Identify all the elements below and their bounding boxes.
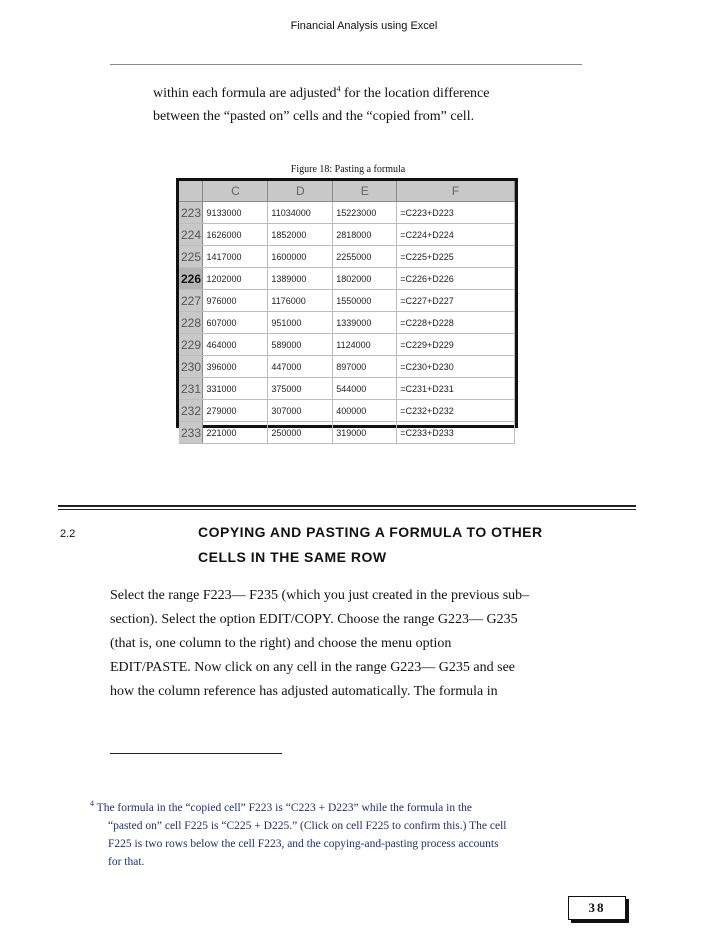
cell-f[interactable]: =C228+D228 bbox=[397, 312, 515, 334]
section-rule-top bbox=[58, 505, 636, 507]
spreadsheet-grid bbox=[179, 181, 515, 444]
row-header[interactable]: 230 bbox=[179, 356, 203, 378]
cell-e[interactable]: 897000 bbox=[333, 356, 397, 378]
cell-f[interactable]: =C232+D232 bbox=[397, 400, 515, 422]
column-header-e[interactable]: E bbox=[333, 181, 397, 202]
cell-f[interactable]: =C223+D223 bbox=[397, 202, 515, 224]
intro-line-2: between the “pasted on” cells and the “copied from” cell. bbox=[153, 109, 475, 124]
table-row bbox=[179, 268, 515, 290]
table-row bbox=[179, 246, 515, 268]
body-line-3: (that is, one column to the right) and choose the menu option bbox=[110, 636, 452, 651]
table-row bbox=[179, 400, 515, 422]
cell-f[interactable]: =C227+D227 bbox=[397, 290, 515, 312]
body-line-1: Select the range F223— F235 (which you just created in the previous sub– bbox=[110, 588, 530, 603]
section-title-line-1: COPYING AND PASTING A FORMULA TO OTHER bbox=[198, 524, 543, 540]
table-row bbox=[179, 378, 515, 400]
cell-e[interactable]: 544000 bbox=[333, 378, 397, 400]
body-line-5: how the column reference has adjusted automatically. The formula in bbox=[110, 684, 498, 699]
header-rule bbox=[110, 64, 582, 65]
cell-e[interactable]: 2818000 bbox=[333, 224, 397, 246]
column-header-c[interactable]: C bbox=[203, 181, 268, 202]
footnote-line-1 bbox=[90, 799, 473, 814]
cell-e[interactable]: 1339000 bbox=[333, 312, 397, 334]
row-header[interactable]: 233 bbox=[179, 422, 203, 444]
cell-c[interactable]: 607000 bbox=[203, 312, 268, 334]
figure-caption: Figure 18: Pasting a formula bbox=[290, 164, 406, 175]
cell-f[interactable]: =C230+D230 bbox=[397, 356, 515, 378]
cell-f[interactable]: =C229+D229 bbox=[397, 334, 515, 356]
spreadsheet-figure bbox=[176, 178, 518, 440]
cell-f[interactable]: =C233+D233 bbox=[397, 422, 515, 444]
footnote-text-1: The formula in the “copied cell” F223 is “C223 + D223” while the formula in the bbox=[96, 802, 473, 814]
row-header[interactable]: 223 bbox=[179, 202, 203, 224]
table-row bbox=[179, 290, 515, 312]
cell-d[interactable]: 1389000 bbox=[268, 268, 333, 290]
footnote-rule bbox=[110, 753, 282, 754]
table-row bbox=[179, 202, 515, 224]
cell-f[interactable]: =C224+D224 bbox=[397, 224, 515, 246]
cell-c[interactable]: 279000 bbox=[203, 400, 268, 422]
intro-line-1-text: within each formula are adjusted bbox=[153, 86, 337, 101]
cell-d[interactable]: 375000 bbox=[268, 378, 333, 400]
column-header-d[interactable]: D bbox=[268, 181, 333, 202]
footnote-line-3: F225 is two rows below the cell F223, and the copying-and-pasting process accounts bbox=[108, 838, 499, 850]
cell-d[interactable]: 250000 bbox=[268, 422, 333, 444]
spreadsheet-rows bbox=[179, 202, 515, 444]
row-header[interactable]: 229 bbox=[179, 334, 203, 356]
cell-e[interactable]: 2255000 bbox=[333, 246, 397, 268]
column-header-row bbox=[179, 181, 515, 202]
cell-d[interactable]: 1852000 bbox=[268, 224, 333, 246]
cell-c[interactable]: 1202000 bbox=[203, 268, 268, 290]
cell-c[interactable]: 1626000 bbox=[203, 224, 268, 246]
select-all-corner[interactable] bbox=[179, 181, 203, 202]
table-row bbox=[179, 224, 515, 246]
cell-e[interactable]: 400000 bbox=[333, 400, 397, 422]
row-header[interactable]: 232 bbox=[179, 400, 203, 422]
page-number: 38 bbox=[568, 896, 626, 920]
cell-c[interactable]: 9133000 bbox=[203, 202, 268, 224]
cell-c[interactable]: 396000 bbox=[203, 356, 268, 378]
column-header-f[interactable]: F bbox=[397, 181, 515, 202]
cell-e[interactable]: 1802000 bbox=[333, 268, 397, 290]
cell-d[interactable]: 1600000 bbox=[268, 246, 333, 268]
row-header[interactable]: 227 bbox=[179, 290, 203, 312]
row-header[interactable]: 231 bbox=[179, 378, 203, 400]
row-header[interactable]: 225 bbox=[179, 246, 203, 268]
table-row bbox=[179, 422, 515, 444]
cell-e[interactable]: 1550000 bbox=[333, 290, 397, 312]
cell-f[interactable]: =C225+D225 bbox=[397, 246, 515, 268]
intro-line-1 bbox=[153, 86, 490, 102]
footnote-line-2: “pasted on” cell F225 is “C225 + D225.” (Click on cell F225 to confirm this.) The cell bbox=[108, 820, 507, 832]
body-line-2: section). Select the option EDIT/COPY. Choose the range G223— G235 bbox=[110, 612, 518, 627]
cell-f[interactable]: =C231+D231 bbox=[397, 378, 515, 400]
cell-d[interactable]: 447000 bbox=[268, 356, 333, 378]
cell-d[interactable]: 11034000 bbox=[268, 202, 333, 224]
cell-c[interactable]: 221000 bbox=[203, 422, 268, 444]
section-title-line-2: CELLS IN THE SAME ROW bbox=[198, 549, 387, 565]
cell-d[interactable]: 307000 bbox=[268, 400, 333, 422]
cell-c[interactable]: 1417000 bbox=[203, 246, 268, 268]
footnote-mark: 4 bbox=[90, 799, 94, 809]
cell-d[interactable]: 1176000 bbox=[268, 290, 333, 312]
footnote-reference[interactable]: 4 bbox=[336, 84, 341, 94]
cell-c[interactable]: 976000 bbox=[203, 290, 268, 312]
row-header[interactable]: 228 bbox=[179, 312, 203, 334]
cell-f[interactable]: =C226+D226 bbox=[397, 268, 515, 290]
running-header: Financial Analysis using Excel bbox=[290, 20, 438, 32]
body-line-4: EDIT/PASTE. Now click on any cell in the range G223— G235 and see bbox=[110, 660, 516, 675]
cell-d[interactable]: 589000 bbox=[268, 334, 333, 356]
cell-e[interactable]: 15223000 bbox=[333, 202, 397, 224]
cell-d[interactable]: 951000 bbox=[268, 312, 333, 334]
section-rule-bottom bbox=[58, 509, 636, 510]
section-number: 2.2 bbox=[60, 528, 76, 540]
cell-c[interactable]: 331000 bbox=[203, 378, 268, 400]
cell-c[interactable]: 464000 bbox=[203, 334, 268, 356]
row-header[interactable]: 226 bbox=[179, 268, 203, 290]
intro-line-1-rest: for the location difference bbox=[340, 86, 490, 101]
table-row bbox=[179, 356, 515, 378]
row-header[interactable]: 224 bbox=[179, 224, 203, 246]
cell-e[interactable]: 1124000 bbox=[333, 334, 397, 356]
cell-e[interactable]: 319000 bbox=[333, 422, 397, 444]
footnote-line-4: for that. bbox=[108, 856, 145, 868]
table-row bbox=[179, 334, 515, 356]
table-row bbox=[179, 312, 515, 334]
